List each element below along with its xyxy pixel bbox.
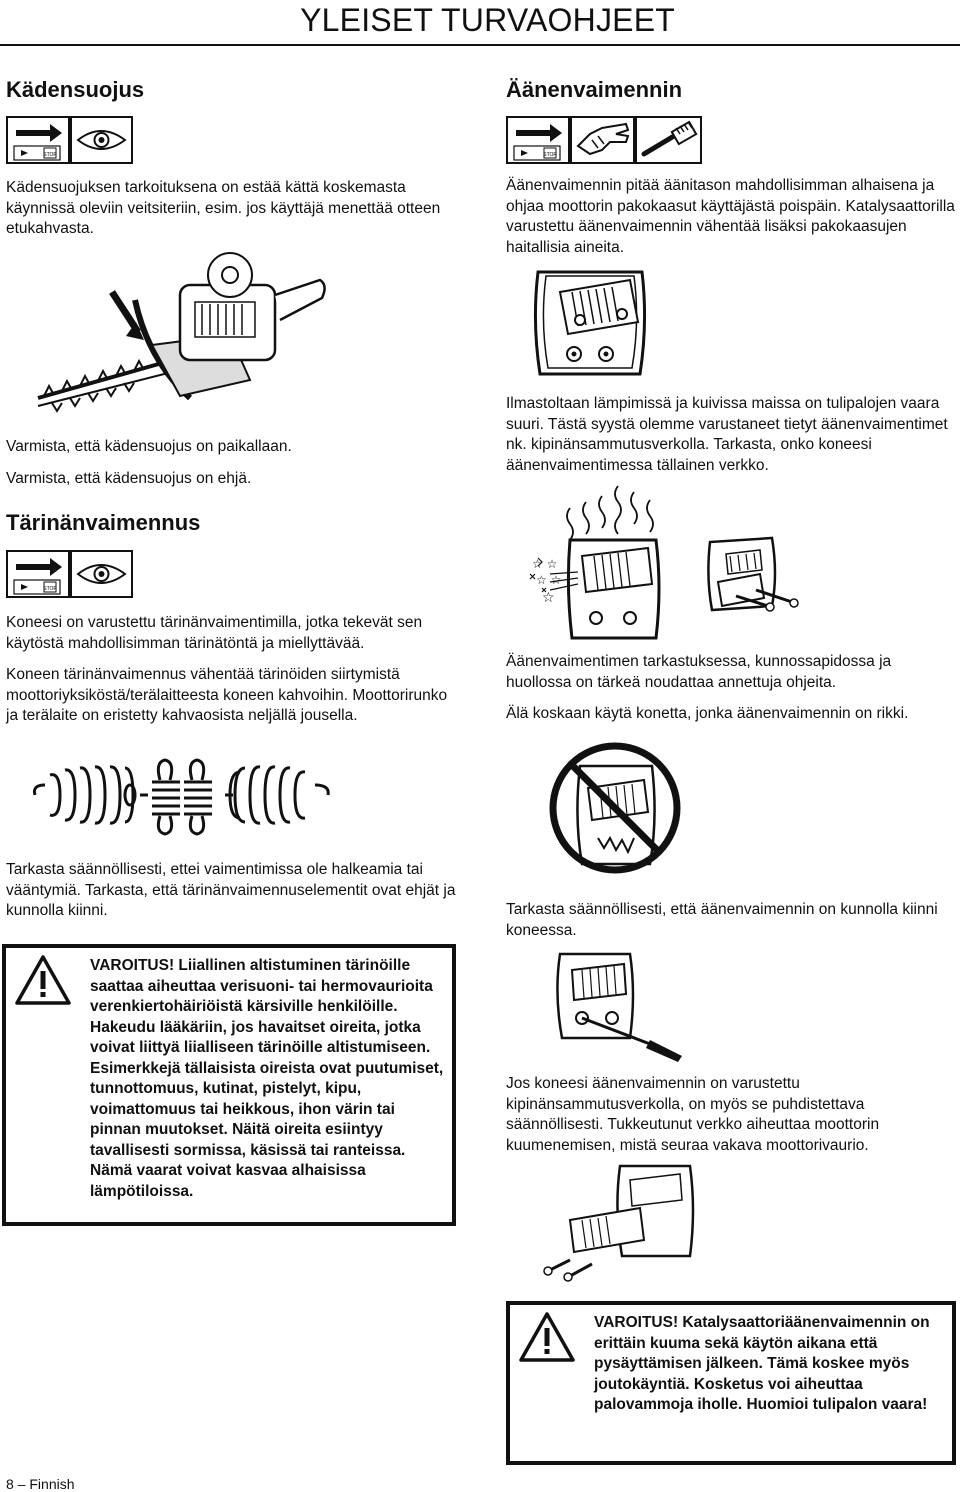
vibration-heading: Tärinänvaimennus [6,510,201,535]
footer-language: Finnish [29,1476,75,1492]
vibration-symbols [6,550,134,600]
svg-text:☆: ☆ [542,590,555,606]
svg-text:☆ ☆: ☆ ☆ [536,573,562,587]
book-arrow-icon [507,117,569,163]
handguard-intro: Kädensuojuksen tarkoituksena on estää kättä koskemasta käynnissä oleviin veitsiteriin, esim. jos käyttäjä menettää otteen etukahvasta. [6,179,441,237]
muffler-maintenance-text: Äänenvaimentimen tarkastuksessa, kunnossapidossa ja huollossa on tärkeä noudattaa annettuja ohjeita. [506,653,892,691]
muffler-exploded-illustration [530,1160,730,1290]
book-arrow-icon [6,550,134,600]
muffler-warning-box [506,1301,956,1465]
vibration-paragraph-1: Koneesi on varustettu tärinänvaimentimilla, jotka tekevät sen käytöstä mahdollisimman tärinätöntä ja miellyttävää. [6,614,423,652]
page-title: YLEISET TURVAOHJEET [300,2,675,38]
muffler-spark-arrestor-cleaning-text: Jos koneesi äänenvaimennin on varustettu kipinänsammutusverkolla, on myös se puhdistettava säännöllisesti. Tukkeutunut verkko aiheuttaa moottorin kuumenemisen, mistä seuraa vakava moottorivaurio. [506,1075,880,1154]
footer-dash: – [17,1476,26,1492]
page-header [0,0,960,46]
muffler-illustration [520,262,670,384]
warning-triangle-icon [518,1311,576,1363]
book-arrow-icon [6,116,134,166]
svg-text:STOP: STOP [43,152,57,158]
handguard-symbols [6,116,134,166]
header-rule [0,44,960,46]
vibration-warning-box [2,944,456,1226]
hedge-trimmer-illustration [30,240,330,430]
page-number: 8 [6,1476,14,1492]
muffler-warning-text: VAROITUS! Katalysaattoriäänenvaimennin on erittäin kuuma sekä käytön aikana että pysäyttämisen jälkeen. Tämä koskee myös joutokäyntiä. Kosketus voi aiheuttaa palovammoja iholle. Huomioi tulipalon vaara! [594,1314,930,1413]
handguard-check-2: Varmista, että kädensuojus on ehjä. [6,470,252,487]
vibration-warning-text: VAROITUS! Liiallinen altistuminen tärinöille saattaa aiheuttaa verisuoni- tai hermovaurioita verenkiertohäiriöistä kärsiville henkilöille. Hakeudu lääkäriin, jos havaitset oireita, jotka voivat liittyä liialliseen tärinöille altistumiseen. Esimerkkejä tällaisista oireista ovat puutumiset, tunnottomuus, kutinat, pistelyt, kipu, voimattomuus tai heikkous, ihon värin tai pinnan muutokset. Näitä oireita esiintyy tavallisesti sormissa, käsissä tai ranteissa. Nämä vaarat voivat kasvaa alhaisissa lämpötiloissa. [90,957,444,1200]
glove-icon [571,117,634,163]
brush-icon [636,117,701,163]
vibration-paragraph-3: Tarkasta säännöllisesti, ettei vaimentimissa ole halkeamia tai vääntymiä. Tarkasta, että tärinänvaimennuselementit ovat ehjät ja kunnolla kiinni. [6,861,456,919]
handguard-check-1: Varmista, että kädensuojus on paikallaan. [6,438,292,455]
muffler-symbols [506,116,702,166]
muffler-screwdriver-illustration [520,944,690,1064]
spark-arrestor-illustration [520,478,820,648]
handguard-heading: Kädensuojus [6,77,145,102]
svg-text:STOP: STOP [543,152,557,158]
svg-text:☆ ☆: ☆ ☆ [532,557,558,571]
vibration-paragraph-2: Koneen tärinänvaimennus vähentää tärinöiden siirtymistä moottoriyksiköstä/terälaitteesta koneen kahvoihin. Moottorirunko ja terälaite on eristetty kahvaosista neljällä jousella. [6,666,448,724]
svg-text:STOP: STOP [43,586,57,592]
muffler-never-use-text: Älä koskaan käytä konetta, jonka äänenvaimennin on rikki. [506,705,909,722]
vibration-springs-illustration [30,750,340,845]
muffler-heading: Äänenvaimennin [506,77,683,102]
warning-triangle-icon [14,954,72,1006]
broken-muffler-prohibited-illustration [540,738,690,878]
muffler-intro: Äänenvaimennin pitää äänitason mahdollisimman alhaisena ja ohjaa moottorin pakokaasut käyttäjästä poispäin. Katalysaattorilla varustettu äänenvaimennin vähentää lisäksi pakokaasujen haitallisia aineita. [506,177,955,256]
page-footer [6,1476,75,1492]
muffler-spark-arrestor-text: Ilmastoltaan lämpimissä ja kuivissa maissa on tulipalojen vaara suuri. Tästä syystä olemme varustaneet tietyt äänenvaimentimet nk. kipinänsammutusverkolla. Tarkasta, onko koneesi äänenvaimentimessa tällainen verkko. [506,395,948,474]
muffler-check-attached-text: Tarkasta säännöllisesti, että äänenvaimennin on kunnolla kiinni koneessa. [506,901,938,939]
